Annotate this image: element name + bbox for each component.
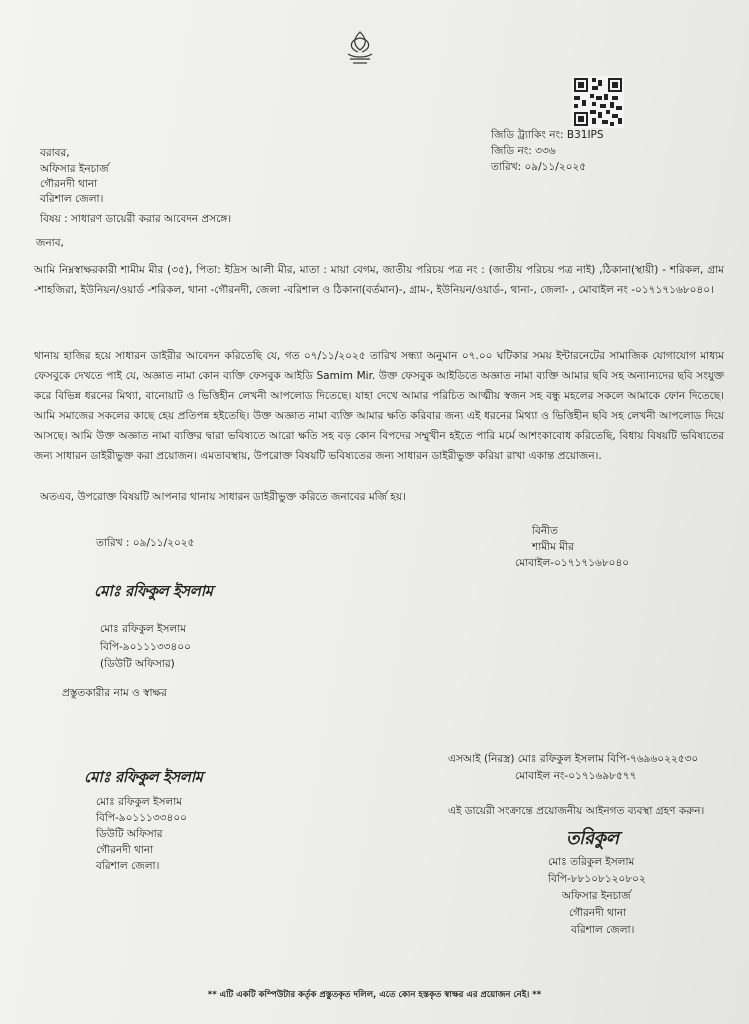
duty-officer-role: ডিউটি অফিসার — [96, 828, 163, 840]
duty-officer-signature: মোঃ রফিকুল ইসলাম — [84, 768, 203, 786]
qr-code-icon — [572, 76, 624, 128]
subject-line: বিষয় : সাধারণ ডায়েরী করার আবেদন প্রসঙ্গে। — [40, 213, 232, 225]
gd-date: তারিখ: ০৯/১১/২০২৫ — [491, 161, 587, 173]
preparer-name: মোঃ রফিকুল ইসলাম — [100, 623, 187, 635]
footer-note: ** এটি একটি কম্পিউটার কর্তৃক প্রস্তুতকৃত দলিল, এতে কোন হস্তকৃত স্বাক্ষর এর প্রয়োজন নেই। ** — [207, 990, 542, 1000]
addressee-to: বরাবর, — [40, 147, 70, 159]
applicant-yours: বিনীত — [532, 525, 558, 537]
addressee-district: বরিশাল জেলা। — [40, 193, 104, 205]
oc-station: গৌরনদী থানা — [569, 907, 627, 919]
gd-number: জিডি নং: ৩৩৬ — [491, 145, 556, 157]
closing-paragraph: অতএব, উপরোক্ত বিষয়টি আপনার থানায় সাধারন ডাইরীভুক্ত করিতে জনাবের মর্জি হয়। — [40, 491, 406, 503]
assigned-officer-mobile: মোবাইল নং-০১৭১৬৯৮৫৭৭ — [515, 770, 637, 782]
intro-paragraph: আমি নিম্নস্বাক্ষরকারী শামীম মীর (৩৫), পিতা: ইদ্রিস আলী মীর, মাতা : মায়া বেগম, জাতীয় পরিচয় পত্র নং : (জাতীয় পরিচয় পত্র নাই) ,ঠিকানা(স্থায়ী) - শরিকল, গ্রাম -শাহজিরা, ইউনিয়ন/ওয়ার্ড -শরিকল, থানা -গৌরনদী, জেলা -বরিশাল ও ঠিকানা(বর্তমান)-, গ্রাম-, ইউনিয়ন/ওয়ার্ড-, থানা-, জেলা- , মোবাইল নং -০১৭১৭১৬৮০৪০। — [34, 264, 724, 296]
duty-officer-name: মোঃ রফিকুল ইসলাম — [96, 796, 183, 808]
assigned-officer: এসআই (নিরস্ত্র) মোঃ রফিকুল ইসলাম বিপি-৭৬৯৬০২২৫৩০ — [448, 753, 699, 765]
oc-role: অফিসার ইনচার্জ — [562, 890, 631, 902]
duty-officer-station: গৌরনদী থানা — [96, 844, 154, 856]
oc-name: মোঃ তরিকুল ইসলাম — [548, 856, 635, 868]
body-paragraph: থানায় হাজির হয়ে সাধারন ডাইরীর আবেদন করিতেছি যে, গত ০৭/১১/২০২৫ তারিখ সন্ধ্যা অনুমান ০৭.০০ ঘটিকার সময় ইন্টারনেটের সামাজিক যোগাযোগ মাধ্যম ফেসবুকে দেখতে পাই যে, অজ্ঞাত নামা কোন ব্যক্তি ফেসবুক আইডি Samim Mir. উক্ত ফেসবুক আইডিতে অজ্ঞাত নামা ব্যক্তি আমার ছবি সহ অন্যান্যদের ছবি সংযুক্ত করে বিভিন্ন ধরনের মিথ্যা, বানোয়াট ও ভিত্তিহীন লেখনী আপলোড দিতেছে। যাহা দেখে আমার পরিচিত আত্মীয় স্বজন সহ বন্ধু মহলের সকলে আমাকে ফোন দিতেছে। আমি সমাজের সকলের কাছে হেয় প্রতিপন্ন হইতেছি। উক্ত অজ্ঞাত নামা ব্যক্তি আমার ক্ষতি করিবার জন্য এই ধরনের মিথ্যা ও ভিত্তিহীন ছবি সহ লেখনী আপলোড দিয়ে আসছে। আমি উক্ত অজ্ঞাত নামা ব্যক্তির দ্বারা ভবিষ্যতে আরো ক্ষতি সহ বড় কোন বিপদের সম্মুখীন হইতে পারি মর্মে আশংকাবোধ করিতেছি, বিধায় বিষয়টি ভবিষ্যতের জন্য সাধারন ডাইরীভুক্ত করা প্রয়োজন। এমতাবস্থায়, উপরোক্ত বিষয়টি ভবিষ্যতের জন্য সাধারন ডাইরীভুক্ত করিয়া রাখা একান্ত প্রয়োজন।. — [34, 350, 724, 462]
oc-signature: তরিকুল — [566, 828, 619, 849]
preparer-bp: বিপি-৯০১১১৩৩৪০০ — [100, 641, 191, 653]
police-emblem-icon — [340, 28, 380, 68]
duty-officer-bp: বিপি-৯০১১১৩৩৪০০ — [96, 812, 187, 824]
oc-district: বরিশাল জেলা। — [571, 924, 635, 936]
application-date: তারিখ : ০৯/১১/২০২৫ — [96, 537, 195, 549]
applicant-mobile: মোবাইল-০১৭১৭১৬৮০৪০ — [515, 557, 630, 569]
addressee-title: অফিসার ইনচার্জ — [40, 163, 109, 175]
salutation: জনাব, — [36, 237, 64, 249]
oc-bp: বিপি-৮৮১০৮১২০৮০২ — [548, 873, 646, 885]
instruction-line: এই ডায়েরী সংক্রান্তে প্রয়োজনীয় আইনগত ব্যবস্থা গ্রহণ করুন। — [448, 805, 705, 817]
applicant-name: শামীম মীর — [532, 541, 574, 553]
preparer-role: (ডিউটি অফিসার) — [100, 658, 175, 670]
addressee-station: গৌরনদী থানা — [40, 178, 98, 190]
gd-tracking-number: জিডি ট্র্যাকিং নং: B31IPS — [491, 129, 604, 141]
preparer-signature: মোঃ রফিকুল ইসলাম — [94, 582, 213, 600]
duty-officer-district: বরিশাল জেলা। — [96, 860, 160, 872]
preparer-caption: প্রস্তুতকারীর নাম ও স্বাক্ষর — [62, 687, 167, 699]
